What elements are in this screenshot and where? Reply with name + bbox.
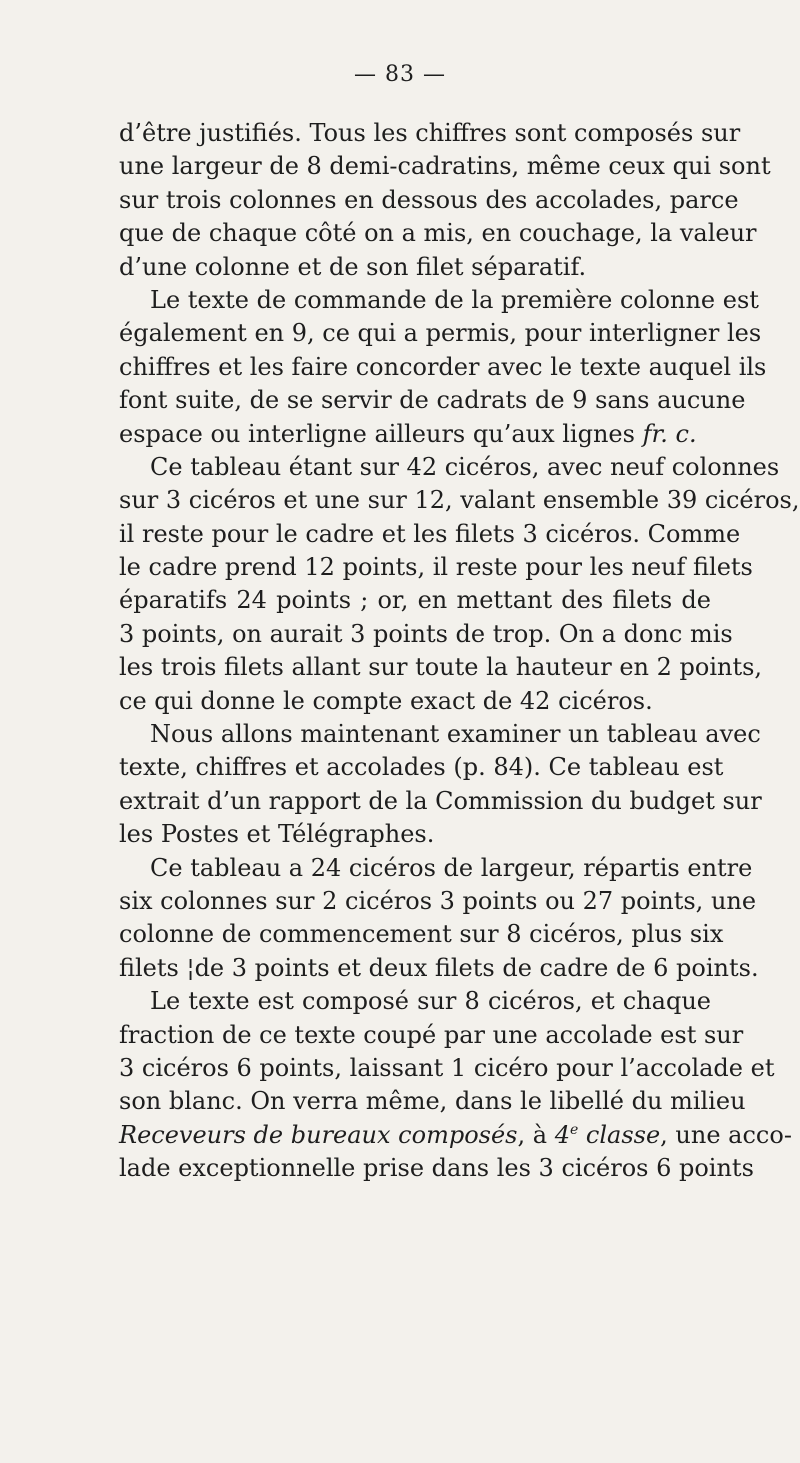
text-line xyxy=(119,217,757,250)
italic-text: classe xyxy=(585,1120,661,1149)
text-line xyxy=(119,484,800,517)
text-line xyxy=(119,351,767,384)
text-line xyxy=(119,685,711,718)
text-segment: six colonnes sur 2 cicéros 3 points ou 27 points, une xyxy=(119,886,757,915)
text-line xyxy=(119,150,771,183)
text-segment: chiffres et les faire concorder avec le texte auquel ils xyxy=(119,352,767,381)
italic-text: Receveurs de bureaux composés xyxy=(119,1120,518,1149)
text-segment: 3 cicéros 6 points, laissant 1 cicéro pour l’accolade et xyxy=(119,1053,775,1082)
text-segment: une largeur de 8 demi-cadratins, même ceux qui sont xyxy=(119,152,771,181)
text-segment xyxy=(578,1121,586,1149)
text-line xyxy=(119,551,753,584)
text-line xyxy=(119,952,759,985)
text-segment: sur trois colonnes en dessous des accolades, parce xyxy=(119,185,739,214)
text-segment: Le texte est composé sur 8 cicéros, et chaque xyxy=(150,987,711,1016)
text-line xyxy=(119,918,724,951)
text-line xyxy=(119,251,711,284)
text-segment: Le texte de commande de la première colonne est xyxy=(150,285,759,314)
italic-text: e xyxy=(569,1121,579,1138)
text-segment: les trois filets allant sur toute la hauteur en 2 points, xyxy=(119,653,763,682)
text-segment: il reste pour le cadre et les filets 3 cicéros. Comme xyxy=(119,519,741,548)
text-line xyxy=(119,1119,792,1152)
text-line xyxy=(119,184,739,217)
text-line xyxy=(119,718,761,751)
text-line xyxy=(119,651,763,684)
text-line xyxy=(119,885,757,918)
text-line xyxy=(119,751,724,784)
text-segment: 3 points, on aurait 3 points de trop. On a donc mis xyxy=(119,619,733,648)
text-line xyxy=(119,584,711,617)
text-segment: , une acco- xyxy=(660,1120,792,1149)
text-line xyxy=(119,518,741,551)
paragraph xyxy=(119,451,800,718)
text-segment: lade exceptionnelle prise dans les 3 cicéros 6 points xyxy=(119,1154,754,1183)
text-segment: le cadre prend 12 points, il reste pour les neuf filets xyxy=(119,553,753,582)
text-segment: éparatifs 24 points ; or, en mettant des filets de xyxy=(119,586,711,615)
paragraph xyxy=(119,117,771,284)
text-segment: son blanc. On verra même, dans le libellé du milieu xyxy=(119,1087,746,1116)
text-segment: , à xyxy=(517,1120,555,1149)
text-segment: d’être justifiés. Tous les chiffres sont composés sur xyxy=(119,119,741,147)
text-line xyxy=(119,1085,746,1118)
text-segment: font suite, de se servir de cadrats de 9 sans aucune xyxy=(119,386,746,415)
paragraph xyxy=(119,852,759,986)
text-segment: texte, chiffres et accolades (p. 84). Ce tableau est xyxy=(119,753,724,782)
paragraph xyxy=(119,284,767,451)
text-segment: colonne de commencement sur 8 cicéros, plus six xyxy=(119,920,724,949)
text-segment: extrait d’un rapport de la Commission du budget sur xyxy=(119,786,762,815)
text-segment: ce qui donne le compte exact de 42 cicéros. xyxy=(119,686,653,715)
text-line xyxy=(119,1052,775,1085)
text-line xyxy=(119,985,711,1018)
text-line xyxy=(119,317,762,350)
text-line xyxy=(119,418,711,451)
text-line xyxy=(119,117,741,150)
text-segment: espace ou interligne ailleurs qu’aux lignes xyxy=(119,419,643,448)
text-segment: sur 3 cicéros et une sur 12, valant ensemble 39 cicéros, xyxy=(119,486,800,515)
text-line xyxy=(119,852,753,885)
text-line xyxy=(119,618,733,651)
text-segment: Nous allons maintenant examiner un tableau avec xyxy=(150,720,761,749)
body-text xyxy=(119,117,800,1186)
text-segment: d’une colonne et de son filet séparatif. xyxy=(119,252,587,281)
text-segment: que de chaque côté on a mis, en couchage, la valeur xyxy=(119,219,757,248)
text-line xyxy=(119,785,762,818)
text-line xyxy=(119,818,711,851)
text-segment: également en 9, ce qui a permis, pour interligner les xyxy=(119,319,762,348)
text-line xyxy=(119,284,759,317)
text-line xyxy=(119,1019,744,1052)
page-number: — 83 — xyxy=(354,62,446,87)
text-segment: Ce tableau étant sur 42 cicéros, avec neuf colonnes xyxy=(150,452,780,481)
text-line xyxy=(119,384,746,417)
text-segment: les Postes et Télégraphes. xyxy=(119,820,435,849)
text-line xyxy=(119,451,780,484)
text-segment: fraction de ce texte coupé par une accolade est sur xyxy=(119,1020,744,1049)
text-line xyxy=(119,1152,754,1185)
text-segment: Ce tableau a 24 cicéros de largeur, répartis entre xyxy=(150,853,753,882)
paragraph xyxy=(119,718,762,852)
text-segment: filets ¦de 3 points et deux filets de cadre de 6 points. xyxy=(119,953,759,982)
italic-text: fr. c. xyxy=(642,419,697,448)
paragraph xyxy=(119,985,792,1185)
italic-text: 4 xyxy=(554,1120,570,1149)
